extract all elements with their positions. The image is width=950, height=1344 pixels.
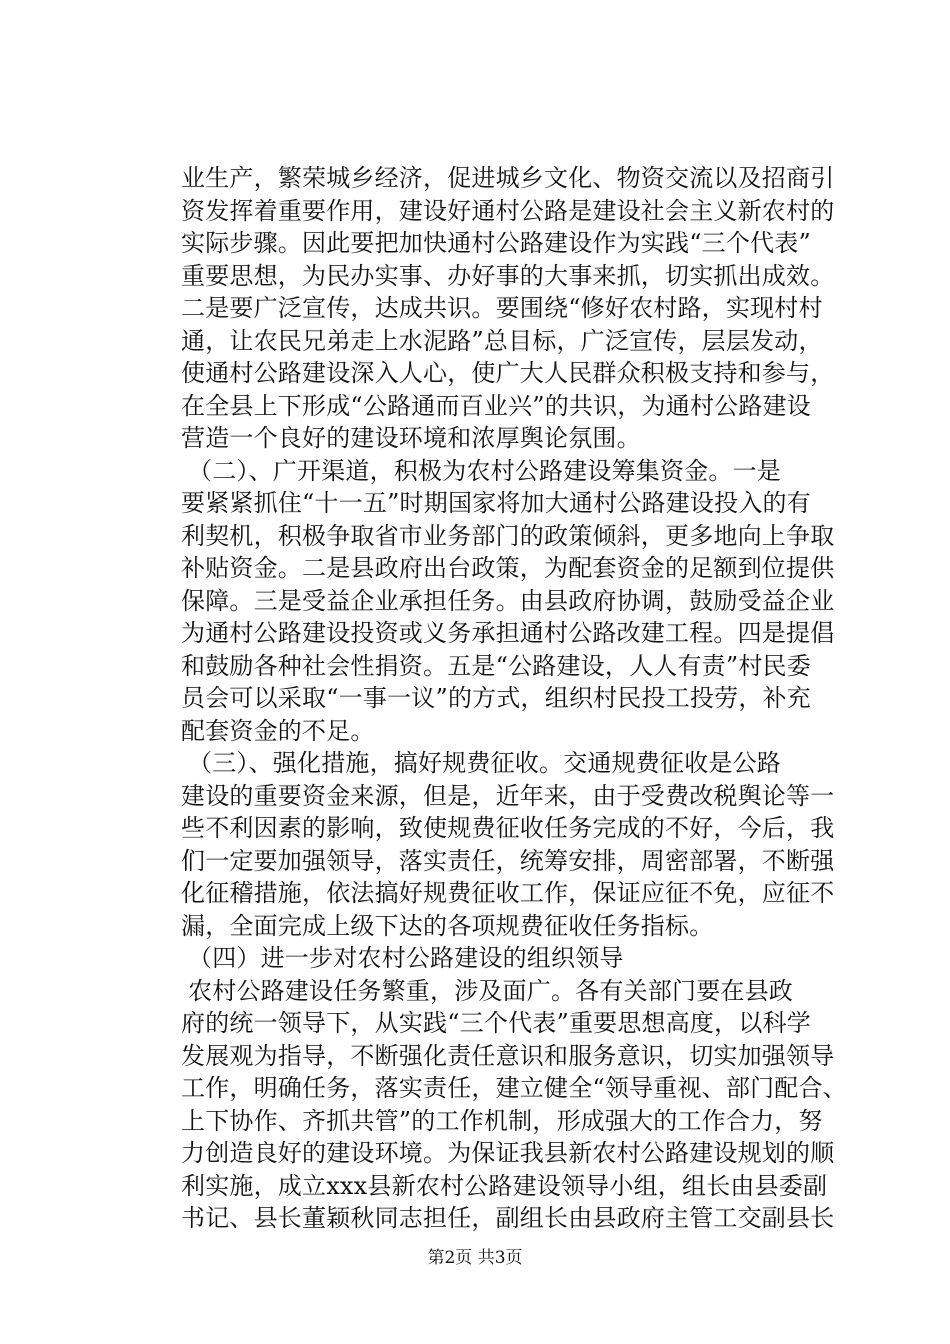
- text-line: 配套资金的不足。: [181, 716, 375, 745]
- section-heading-4: （四）进一步对农村公路建设的组织领导: [188, 944, 624, 972]
- text-line: 上下协作、齐抓共管”的工作机制，形成强大的工作合力，努: [181, 1106, 823, 1135]
- text-line: 发展观为指导，不断强化责任意识和服务意识，切实加强领导: [181, 1041, 835, 1070]
- text-line: 为通村公路建设投资或义务承担通村公路改建工程。四是提倡: [181, 619, 835, 647]
- text-line: 营造一个良好的建设环境和浓厚舆论氛围。: [181, 424, 641, 452]
- text-line: 员会可以采取“一事一议”的方式，组织村民投工投劳，补充: [181, 684, 811, 712]
- text-line: 在全县上下形成“公路通而百业兴”的共识，为通村公路建设: [181, 391, 811, 420]
- text-line: 二是要广泛宣传，达成共识。要围绕“修好农村路，实现村村: [181, 294, 823, 322]
- text-line: 工作，明确任务，落实责任，建立健全“领导重视、部门配合、: [181, 1074, 847, 1102]
- text-line: 些不利因素的影响，致使规费征收任务完成的不好，今后，我: [181, 814, 835, 842]
- text-line: 利实施，成立xxx县新农村公路建设领导小组，组长由县委副: [181, 1171, 828, 1200]
- text-line: 使通村公路建设深入人心，使广大人民群众积极支持和参与，: [181, 359, 835, 387]
- text-line: 漏，全面完成上级下达的各项规费征收任务指标。: [181, 911, 714, 940]
- text-line: 业生产，繁荣城乡经济，促进城乡文化、物资交流以及招商引: [181, 164, 835, 192]
- text-line: 通，让农民兄弟走上水泥路”总目标，广泛宣传，层层发动，: [181, 326, 823, 355]
- text-line: 们一定要加强领导，落实责任，统筹安排，周密部署，不断强: [181, 846, 835, 875]
- section-heading-2: （二）、广开渠道，积极为农村公路建设筹集资金。一是: [188, 456, 781, 485]
- text-line: 府的统一领导下，从实践“三个代表”重要思想高度，以科学: [181, 1009, 811, 1037]
- text-line: 资发挥着重要作用，建设好通村公路是建设社会主义新农村的: [181, 196, 835, 225]
- text-line: 利契机，积极争取省市业务部门的政策倾斜，更多地向上争取: [181, 521, 835, 550]
- text-line: 和鼓励各种社会性捐资。五是“公路建设，人人有责”村民委: [181, 651, 811, 680]
- text-line: 要紧紧抓住“十一五”时期国家将加大通村公路建设投入的有: [181, 489, 811, 517]
- text-line: 农村公路建设任务繁重，涉及面广。各有关部门要在县政: [188, 976, 793, 1005]
- section-heading-3: （三）、强化措施，搞好规费征收。交通规费征收是公路: [188, 749, 781, 777]
- text-line: 实际步骤。因此要把加快通村公路建设作为实践“三个代表”: [181, 229, 811, 257]
- body-text: [181, 162, 847, 1235]
- page-number-footer: 第2页 共3页: [427, 1248, 523, 1268]
- text-line: 书记、县长董颖秋同志担任，副组长由县政府主管工交副县长: [181, 1204, 835, 1232]
- text-line: 重要思想，为民办实事、办好事的大事来抓，切实抓出成效。: [181, 261, 835, 290]
- text-line: 保障。三是受益企业承担任务。由县政府协调，鼓励受益企业: [181, 586, 835, 615]
- text-line: 化征稽措施，依法搞好规费征收工作，保证应征不免，应征不: [181, 879, 835, 907]
- text-line: 补贴资金。二是县政府出台政策，为配套资金的足额到位提供: [181, 554, 835, 582]
- text-line: 力创造良好的建设环境。为保证我县新农村公路建设规划的顺: [181, 1139, 835, 1167]
- text-line: 建设的重要资金来源，但是，近年来，由于受费改税舆论等一: [181, 781, 835, 810]
